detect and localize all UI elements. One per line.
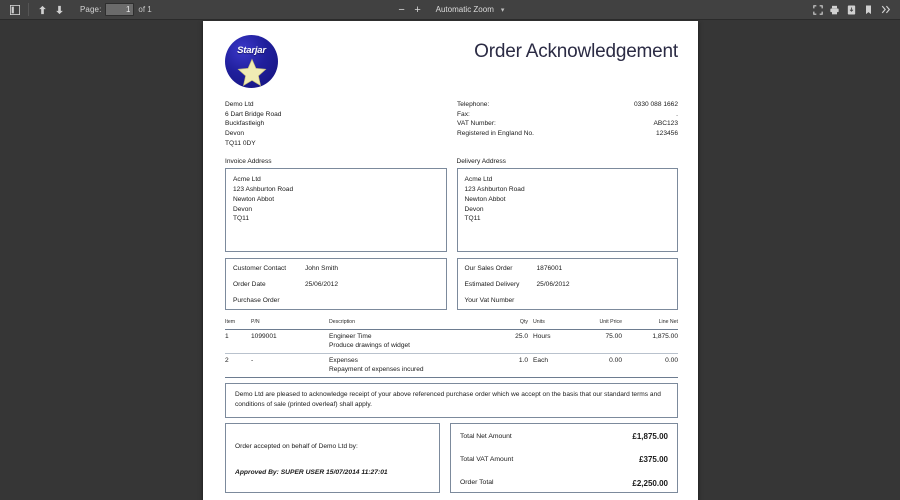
toolbar-divider (28, 3, 29, 16)
delivery-address-line: 123 Ashburton Road (464, 186, 525, 194)
contact-label: Telephone: (457, 101, 490, 108)
contact-label: Registered in England No. (457, 129, 534, 137)
contact-row (457, 129, 678, 139)
customer-details-box (225, 258, 447, 310)
contact-label: Fax: (457, 110, 470, 118)
delivery-address-line: Acme Ltd (464, 176, 493, 184)
detail-label: Our Sales Order (464, 265, 513, 273)
detail-label: Customer Contact (233, 265, 287, 273)
detail-row (233, 281, 439, 297)
company-contact-table (457, 100, 678, 139)
detail-row (233, 265, 439, 281)
column-header-item: Item (225, 319, 251, 329)
detail-value (537, 297, 671, 313)
contact-value: 123456 (655, 129, 678, 137)
company-address-line: Demo Ltd (225, 101, 254, 108)
total-amount: £1,875.00 (632, 431, 668, 441)
previous-page-icon[interactable] (34, 2, 51, 18)
contact-row (457, 110, 678, 120)
toolbar-center-group (394, 0, 507, 20)
order-acknowledgement-document (225, 31, 678, 493)
cell-pn: - (251, 353, 329, 377)
bookmark-icon[interactable] (860, 2, 877, 18)
delivery-address-line: Devon (464, 205, 484, 213)
document-header (225, 31, 678, 99)
pdf-viewer-area[interactable] (0, 20, 900, 500)
starjar-logo (225, 35, 278, 88)
more-tools-icon[interactable] (877, 2, 894, 18)
page-number-input[interactable] (105, 3, 134, 16)
page-title: Order Acknowledgement (474, 41, 678, 62)
invoice-address-heading: Invoice Address (225, 158, 272, 165)
invoice-address-line: Devon (233, 205, 253, 213)
company-address-line: Devon (225, 129, 245, 137)
column-header-qty: Qty (492, 319, 528, 329)
signature-box (225, 423, 440, 493)
totals-row (460, 454, 668, 477)
address-boxes (225, 168, 678, 252)
detail-row (465, 265, 671, 281)
company-info-row (225, 100, 678, 148)
invoice-address-line: TQ11 (233, 215, 250, 223)
cell-pn: 1099001 (251, 329, 329, 353)
cell-unit-price: 75.00 (570, 329, 622, 353)
detail-row (465, 297, 671, 313)
invoice-address-box (225, 168, 447, 252)
column-header-description: Description (329, 319, 492, 329)
pdf-page (203, 21, 698, 500)
zoom-level-select[interactable] (436, 3, 507, 17)
totals-table (460, 431, 668, 500)
column-header-unit-price: Unit Price (570, 319, 622, 329)
detail-value: 25/06/2012 (536, 281, 570, 289)
total-label: Total Net Amount (460, 432, 512, 440)
contact-row (457, 119, 678, 129)
page-number-label: Page: (80, 5, 102, 14)
toolbar-right-group (809, 0, 894, 20)
approved-by-text: Approved By: SUPER USER 15/07/2014 11:27:01 (235, 469, 388, 477)
delivery-address-line: Newton Abbot (464, 195, 506, 203)
total-amount: £375.00 (639, 455, 668, 465)
next-page-icon[interactable] (51, 2, 68, 18)
detail-label: Purchase Order (233, 297, 280, 305)
detail-label: Estimated Delivery (464, 281, 520, 289)
presentation-mode-icon[interactable] (809, 2, 826, 18)
cell-units: Hours (528, 329, 570, 353)
invoice-address-line: Acme Ltd (233, 176, 261, 184)
cell-line-net: 0.00 (622, 353, 678, 377)
totals-row (460, 431, 668, 454)
detail-value: 25/06/2012 (305, 281, 339, 289)
cell-units: Each (528, 353, 570, 377)
invoice-address-line: Newton Abbot (233, 195, 275, 203)
delivery-address-heading: Delivery Address (456, 158, 506, 165)
company-address (225, 100, 281, 148)
page-count-label: of 1 (138, 5, 152, 14)
cell-line-net: 1,875.00 (622, 329, 678, 353)
column-header-pn: P/N (251, 319, 329, 329)
pdf-toolbar (0, 0, 900, 20)
table-row (225, 329, 678, 353)
contact-value: 0330 088 1662 (633, 101, 678, 108)
detail-label: Your Vat Number (464, 297, 515, 305)
detail-value (305, 297, 439, 313)
acknowledgement-text: Demo Ltd are pleased to acknowledge receipt of your above referenced purchase order which we accept on the basis that our standard terms and conditions of sale (printed overleaf) shall apply. (225, 383, 678, 418)
cell-description (329, 329, 492, 353)
accepted-by-label: Order accepted on behalf of Demo Ltd by: (235, 442, 358, 450)
delivery-address-line: TQ11 (464, 215, 481, 223)
star-icon (237, 58, 267, 88)
toolbar-left-group (6, 0, 152, 20)
cell-qty: 25.0 (492, 329, 528, 353)
cell-description (329, 353, 492, 377)
description-secondary: Repayment of expenses incured (329, 366, 424, 374)
line-items-header (225, 319, 678, 329)
total-amount: £2,250.00 (632, 478, 668, 488)
table-row (225, 353, 678, 377)
sidebar-toggle-icon[interactable] (6, 2, 23, 18)
print-icon[interactable] (826, 2, 843, 18)
sales-order-details-table (465, 265, 671, 313)
detail-label: Order Date (233, 281, 266, 289)
order-detail-boxes (225, 258, 678, 310)
contact-value: ABC123 (653, 120, 678, 128)
cell-qty: 1.0 (492, 353, 528, 377)
contact-label: VAT Number: (457, 120, 496, 128)
description-secondary: Produce drawings of widget (329, 341, 411, 349)
column-header-units: Units (528, 319, 570, 329)
zoom-out-button[interactable]: − (398, 3, 405, 16)
description-primary: Expenses (329, 356, 358, 364)
totals-box (450, 423, 678, 493)
totals-row (460, 478, 668, 500)
company-address-line: TQ11 0DY (225, 139, 256, 147)
chevron-down-icon: ▾ (500, 6, 505, 14)
total-label: Order Total (460, 479, 494, 487)
total-label: Total VAT Amount (460, 456, 514, 464)
zoom-level-label: Automatic Zoom (435, 5, 494, 14)
logo-text: Starjar (237, 45, 266, 56)
table-header-row (225, 319, 678, 329)
customer-details-table (233, 265, 439, 313)
detail-value: John Smith (305, 265, 338, 273)
cell-item: 1 (225, 329, 251, 353)
description-primary: Engineer Time (329, 332, 372, 340)
sales-order-details-box (457, 258, 679, 310)
download-icon[interactable] (843, 2, 860, 18)
address-headings (225, 157, 678, 166)
contact-row (457, 100, 678, 110)
cell-unit-price: 0.00 (570, 353, 622, 377)
document-footer (225, 423, 678, 493)
line-items-body (225, 329, 678, 377)
cell-item: 2 (225, 353, 251, 377)
contact-value: . (676, 110, 678, 118)
invoice-address-line: 123 Ashburton Road (233, 186, 294, 194)
company-address-line: Buckfastleigh (225, 120, 265, 128)
column-header-line-net: Line Net (622, 319, 678, 329)
detail-value: 1876001 (536, 265, 563, 273)
delivery-address-box (457, 168, 679, 252)
company-address-line: 6 Dart Bridge Road (225, 110, 282, 118)
line-items-table (225, 319, 678, 378)
detail-row (233, 297, 439, 313)
zoom-in-button[interactable]: + (414, 3, 421, 16)
detail-row (465, 281, 671, 297)
